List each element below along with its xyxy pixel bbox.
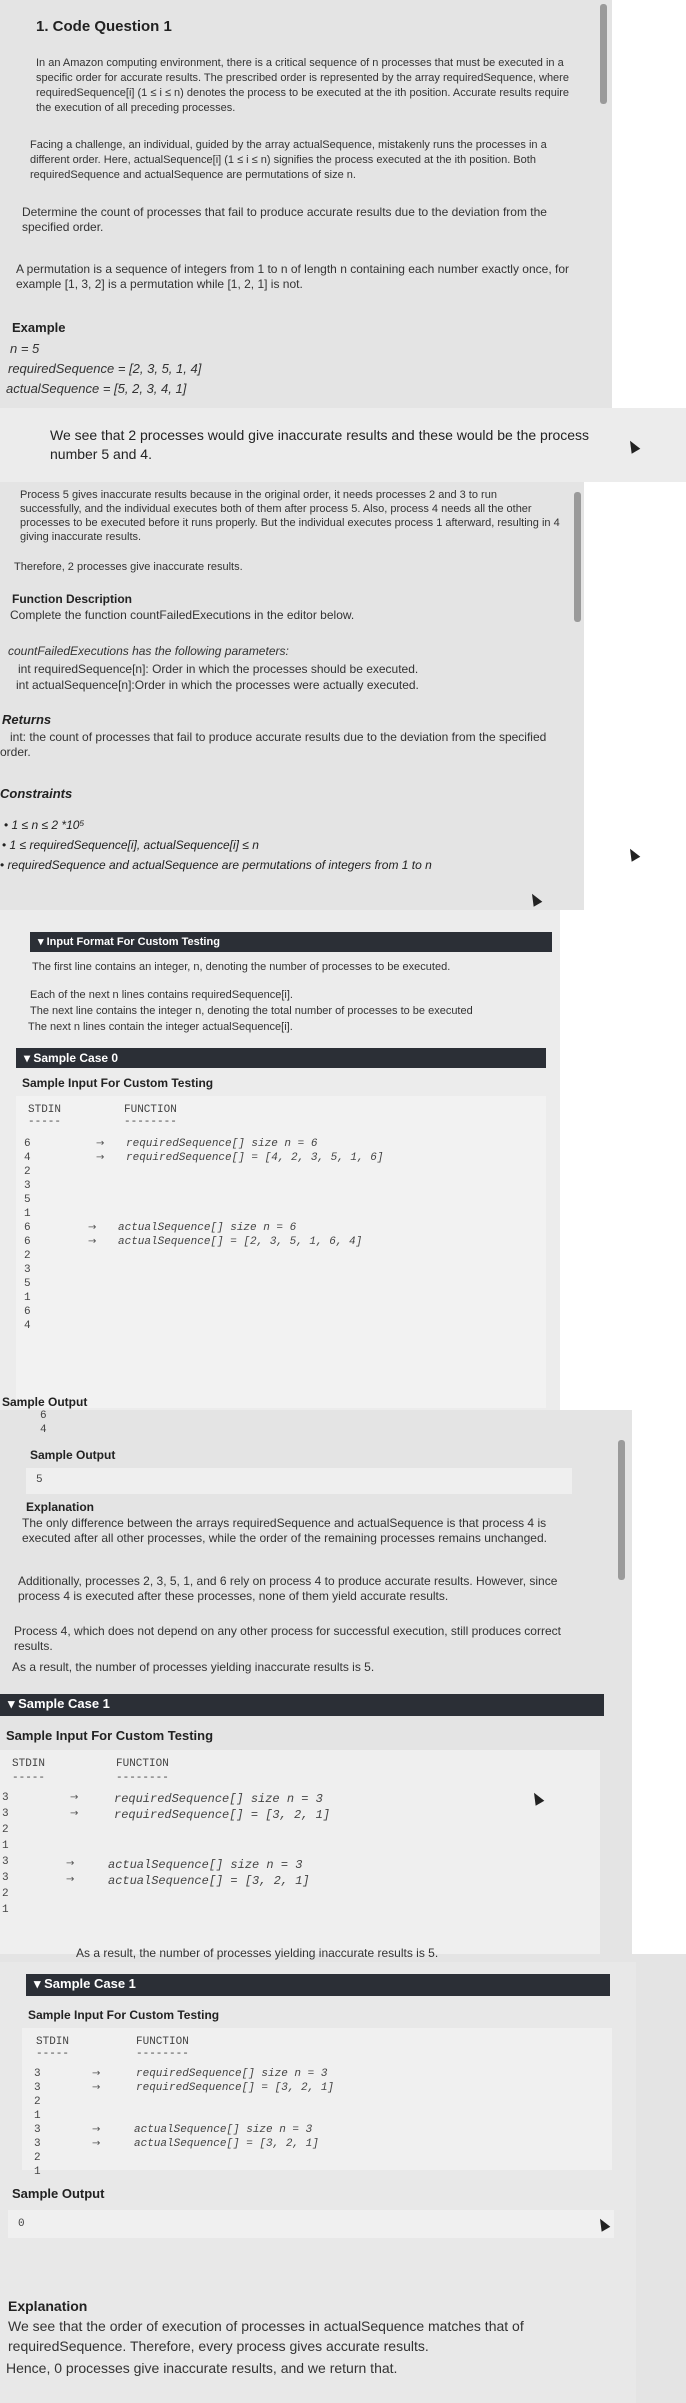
function-description-heading: Function Description	[12, 592, 132, 606]
stdin-divider: -----	[12, 1772, 46, 1784]
explanation-line-1: The only difference between the arrays requiredSequence and actualSequence is that process 4 is executed after all other processes, while the order of the remaining processes remains unchanged.	[22, 1516, 547, 1545]
parameters-intro: countFailedExecutions has the following parameters:	[8, 644, 289, 658]
stdin-value: 1	[34, 2110, 41, 2122]
stdin-value: 2	[34, 2096, 41, 2108]
sample-output-heading-cut: Sample Output	[2, 1395, 88, 1409]
sample-input-box	[0, 1750, 600, 1954]
input-format-line-4: The next n lines contain the integer actualSequence[i].	[28, 1021, 293, 1033]
function-description-text: Complete the function countFailedExecutions in the editor below.	[10, 608, 355, 622]
sample-case-0-toggle[interactable]: ▾ Sample Case 0	[16, 1048, 546, 1068]
bullet: •	[0, 858, 8, 872]
stdin-value: 2	[24, 1250, 31, 1262]
stdin-value: 3	[24, 1180, 31, 1192]
constraint-1-text: 1 ≤ n ≤ 2 *10⁵	[11, 818, 85, 832]
sample-input-heading: Sample Input For Custom Testing	[22, 1076, 214, 1090]
sample-output-value: 0	[18, 2218, 25, 2230]
function-label: FUNCTION	[124, 1104, 177, 1116]
stdin-value: 2	[34, 2152, 41, 2164]
function-line-1: requiredSequence[] size n = 6	[126, 1138, 318, 1150]
example-heading: Example	[12, 320, 66, 335]
constraint-1	[4, 818, 84, 832]
parameter-actual: int actualSequence[n]:Order in which the processes were actually executed.	[16, 678, 419, 692]
stdin-value: 6	[24, 1306, 31, 1318]
bullet: •	[4, 818, 12, 832]
function-line-3: actualSequence[] size n = 3	[108, 1858, 303, 1872]
stdin-value: 2	[2, 1888, 9, 1900]
example-actual-sequence: actualSequence = [5, 2, 3, 4, 1]	[6, 381, 187, 396]
question-title: 1. Code Question 1	[36, 18, 172, 35]
explanation-heading: Explanation	[8, 2298, 88, 2314]
stdin-value: 1	[2, 1904, 9, 1916]
returns-text: int: the count of processes that fail to produce accurate results due to the deviation from the specified order.	[0, 730, 547, 759]
stdin-value: 3	[24, 1264, 31, 1276]
function-line-2: requiredSequence[] = [4, 2, 3, 5, 1, 6]	[126, 1152, 384, 1164]
explanation-paragraph: Process 5 gives inaccurate results because in the original order, it needs processes 2 and 3 to run successfully, and the individual executes both of them after process 5. Also, process 4 needs all the other processes to be executed before it runs properly. But the individual executes process 1 afterward, resulting in 4 giving inaccurate results.	[20, 489, 560, 543]
constraint-3	[0, 858, 432, 872]
permutation-paragraph: A permutation is a sequence of integers from 1 to n of length n containing each number exactly once, for example [1, 3, 2] is a permutation while [1, 2, 1] is not.	[16, 262, 569, 291]
stdin-value: 3	[34, 2082, 41, 2094]
stdin-value: 4	[24, 1152, 31, 1164]
function-line-1: requiredSequence[] size n = 3	[114, 1792, 323, 1806]
explanation-line-3: Process 4, which does not depend on any other process for successful execution, still produces correct results.	[14, 1624, 561, 1653]
arrow-icon: →	[92, 2138, 101, 2149]
challenge-paragraph: Facing a challenge, an individual, guided by the array actualSequence, mistakenly runs the processes in a different order. Here, actualSequence[i] (1 ≤ i ≤ n) signifies the process executed at the ith position. Both requiredSequence and actualSequence are permutations of size n.	[30, 139, 547, 181]
function-line-2: requiredSequence[] = [3, 2, 1]	[136, 2082, 335, 2094]
arrow-icon: →	[88, 1236, 97, 1247]
function-label: FUNCTION	[116, 1758, 169, 1770]
input-format-line-3: The next line contains the integer n, denoting the total number of processes to be executed	[30, 1005, 473, 1017]
constraints-heading: Constraints	[0, 786, 73, 801]
constraint-2	[2, 838, 259, 852]
scrollbar[interactable]	[618, 1440, 625, 1580]
stdin-value: 6	[24, 1138, 31, 1150]
example-required-sequence: requiredSequence = [2, 3, 5, 1, 4]	[8, 361, 202, 376]
sample-case-1-toggle[interactable]: ▾ Sample Case 1	[0, 1694, 604, 1716]
stdin-value: 3	[2, 1872, 9, 1884]
constraint-2-text: 1 ≤ requiredSequence[i], actualSequence[i] ≤ n	[9, 838, 259, 852]
stdin-value: 1	[24, 1292, 31, 1304]
sample-output-heading: Sample Output	[30, 1448, 116, 1462]
stdin-value: 4	[24, 1320, 31, 1332]
photo-segment-3	[0, 482, 584, 910]
explanation-line-2: Additionally, processes 2, 3, 5, 1, and 6 rely on process 4 to produce accurate results. However, since process 4 is executed after these processes, none of them yield accurate results.	[18, 1574, 558, 1603]
stdin-value: 1	[34, 2166, 41, 2178]
explanation-line-4: As a result, the number of processes yielding inaccurate results is 5.	[12, 1660, 375, 1674]
function-line-4: actualSequence[] = [2, 3, 5, 1, 6, 4]	[118, 1236, 363, 1248]
function-divider: --------	[136, 2048, 189, 2060]
scrollbar[interactable]	[600, 4, 607, 104]
function-line-4: actualSequence[] = [3, 2, 1]	[134, 2138, 319, 2150]
stdin-label: STDIN	[36, 2036, 70, 2048]
function-line-2: requiredSequence[] = [3, 2, 1]	[114, 1808, 331, 1822]
function-divider: --------	[124, 1116, 177, 1128]
function-line-4: actualSequence[] = [3, 2, 1]	[108, 1874, 310, 1888]
stdin-value: 5	[24, 1194, 31, 1206]
stdin-value: 6	[24, 1236, 31, 1248]
photo-segment-6	[0, 1946, 686, 2403]
input-format-toggle[interactable]: ▾ Input Format For Custom Testing	[30, 932, 552, 952]
arrow-icon: →	[88, 1222, 97, 1233]
stdin-value: 2	[24, 1166, 31, 1178]
stdin-value: 2	[2, 1824, 9, 1836]
mouse-cursor-icon	[626, 846, 641, 861]
stdin-divider: -----	[36, 2048, 70, 2060]
sample-input-box	[22, 2028, 612, 2178]
arrow-icon: →	[92, 2082, 101, 2093]
stdin-value: 6	[24, 1222, 31, 1234]
explanation-result: Therefore, 2 processes give inaccurate results.	[14, 561, 243, 573]
explanation-line-2: Hence, 0 processes give inaccurate results, and we return that.	[6, 2360, 398, 2376]
stdin-value: 3	[34, 2068, 41, 2080]
stdin-label: STDIN	[12, 1758, 46, 1770]
sample-output-value: 5	[36, 1474, 43, 1486]
sample-output-box	[8, 2210, 614, 2238]
parameter-required: int requiredSequence[n]: Order in which the processes should be executed.	[18, 662, 419, 676]
explanation-line-1: We see that the order of execution of processes in actualSequence matches that of requiredSequence. Therefore, every process gives accurate results.	[8, 2318, 524, 2354]
arrow-icon: →	[92, 2124, 101, 2135]
returns-heading: Returns	[2, 712, 52, 727]
sample-input-heading: Sample Input For Custom Testing	[28, 2008, 220, 2022]
scrollbar[interactable]	[574, 492, 581, 622]
stdin-value: 4	[40, 1424, 47, 1436]
sample-case-1-toggle[interactable]: ▾ Sample Case 1	[26, 1974, 610, 1996]
arrow-icon: →	[66, 1858, 75, 1869]
sample-input-heading: Sample Input For Custom Testing	[6, 1728, 214, 1743]
photo-segment-1	[0, 0, 612, 408]
example-result-text: We see that 2 processes would give inaccurate results and these would be the process number 5 and 4.	[50, 427, 590, 462]
constraint-3-text: requiredSequence and actualSequence are permutations of integers from 1 to n	[7, 858, 432, 872]
function-line-1: requiredSequence[] size n = 3	[136, 2068, 328, 2080]
stdin-divider: -----	[28, 1116, 62, 1128]
explanation-heading: Explanation	[26, 1500, 95, 1514]
stdin-value: 3	[34, 2138, 41, 2150]
stdin-value: 3	[2, 1808, 9, 1820]
function-line-3: actualSequence[] size n = 6	[118, 1222, 297, 1234]
function-line-3: actualSequence[] size n = 3	[134, 2124, 313, 2136]
function-label: FUNCTION	[136, 2036, 189, 2048]
stdin-value: 1	[2, 1840, 9, 1852]
stdin-value: 3	[2, 1856, 9, 1868]
input-format-line-1: The first line contains an integer, n, denoting the number of processes to be executed.	[32, 961, 451, 973]
arrow-icon: →	[96, 1152, 105, 1163]
sample-input-box	[16, 1096, 546, 1408]
stdin-label: STDIN	[28, 1104, 62, 1116]
function-divider: --------	[116, 1772, 169, 1784]
arrow-icon: →	[92, 2068, 101, 2079]
arrow-icon: →	[70, 1792, 79, 1803]
photo-segment-4	[0, 910, 560, 1410]
sample-output-heading: Sample Output	[12, 2186, 105, 2201]
stdin-value: 6	[40, 1410, 47, 1422]
bullet: •	[2, 838, 10, 852]
explanation-result-cut: As a result, the number of processes yielding inaccurate results is 5.	[76, 1946, 439, 1960]
arrow-icon: →	[66, 1874, 75, 1885]
arrow-icon: →	[70, 1808, 79, 1819]
sample-output-box	[26, 1468, 572, 1494]
photo-segment-2	[0, 408, 686, 482]
stdin-value: 1	[24, 1208, 31, 1220]
arrow-icon: →	[96, 1138, 105, 1149]
intro-paragraph: In an Amazon computing environment, there is a critical sequence of n processes that must be executed in a specific order for accurate results. The prescribed order is represented by the array requiredSequence, where requiredSequence[i] (1 ≤ i ≤ n) denotes the process to be executed at the ith position. Accurate results require the execution of all preceding processes.	[36, 57, 570, 114]
stdin-value: 3	[34, 2124, 41, 2136]
photo-segment-5	[0, 1410, 632, 1954]
input-format-line-2: Each of the next n lines contains requiredSequence[i].	[30, 989, 293, 1001]
task-paragraph: Determine the count of processes that fail to produce accurate results due to the deviation from the specified order.	[22, 205, 547, 234]
stdin-value: 3	[2, 1792, 9, 1804]
stdin-value: 5	[24, 1278, 31, 1290]
example-n: n = 5	[10, 341, 40, 356]
